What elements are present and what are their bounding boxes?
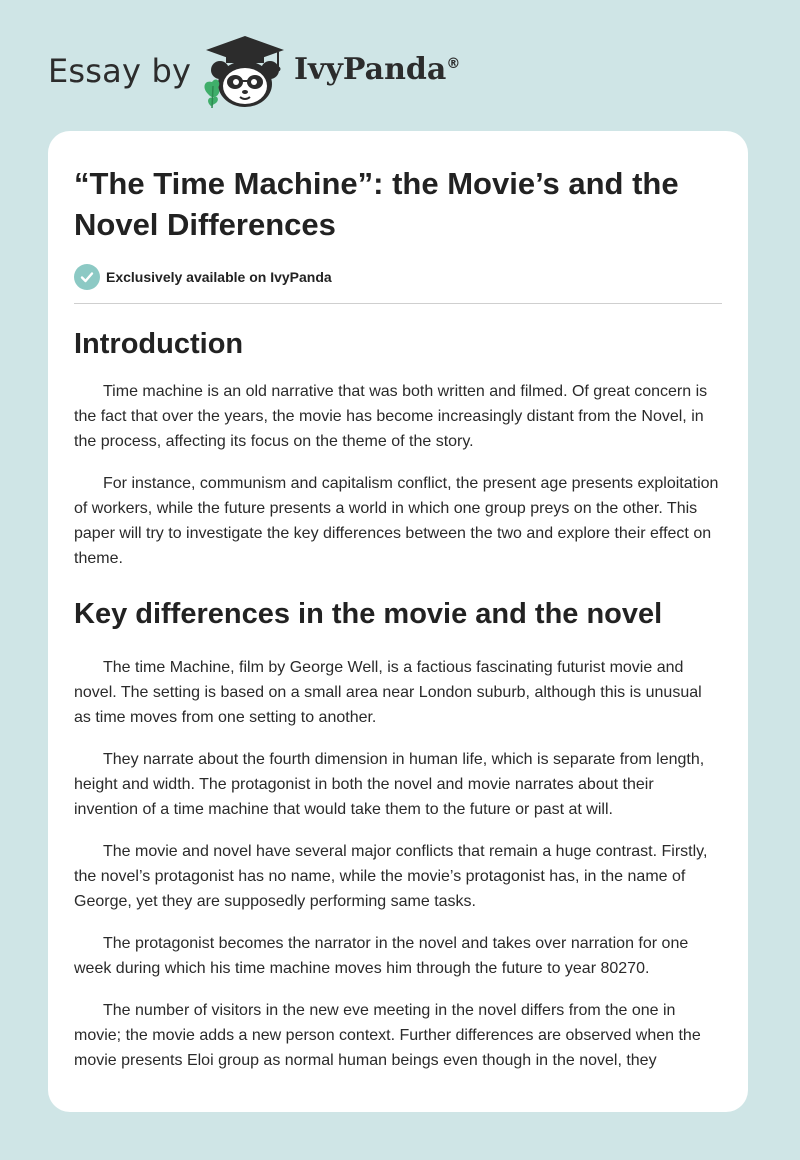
check-icon (74, 264, 100, 290)
essay-content (74, 163, 722, 1073)
paragraph: Time machine is an old narrative that was both written and filmed. Of great concern is the fact that over the years, the movie has become increasingly distant from the Novel, in the process, affecting its focus on the theme of the story. (74, 383, 708, 450)
paragraph: The movie and novel have several major conflicts that remain a huge contrast. Firstly, the novel’s protagonist has no name, while the movie’s protagonist has, in the name of George, yet they are supposedly performing same tasks. (74, 843, 708, 910)
site-header (48, 34, 568, 110)
section-heading-introduction: Introduction (74, 328, 244, 360)
essay-card (48, 131, 748, 1112)
paragraph: The time Machine, film by George Well, is a factious fascinating futurist movie and novel. The setting is based on a small area near London suburb, although this is unusual as time moves from one setting to another. (74, 659, 702, 726)
paragraph: They narrate about the fourth dimension in human life, which is separate from length, height and width. The protagonist in both the novel and movie narrates about their invention of a time machine that would take them to the future or past at will. (74, 751, 705, 818)
paragraph: The number of visitors in the new eve meeting in the novel differs from the one in movie; the movie adds a new person context. Further differences are observed when the movie presents Eloi group as normal human beings even though in the novel, they (74, 1002, 701, 1069)
essay-title: “The Time Machine”: the Movie’s and the Novel Differences (74, 166, 679, 242)
exclusive-badge (74, 263, 722, 304)
section-heading-key-differences: Key differences in the movie and the novel (74, 598, 663, 630)
essay-by-label: Essay by (48, 52, 192, 90)
ivypanda-logo-icon[interactable] (200, 34, 290, 110)
paragraph: The protagonist becomes the narrator in the novel and takes over narration for one week during which his time machine moves him through the future to year 80270. (74, 935, 689, 977)
exclusive-label: Exclusively available on IvyPanda (106, 269, 332, 285)
paragraph: For instance, communism and capitalism conflict, the present age presents exploitation of workers, while the future presents a world in which one group preys on the other. This paper will try to investigate the key differences between the two and explore their effect on theme. (74, 475, 719, 567)
brand-name[interactable]: IvyPanda® (294, 52, 461, 87)
